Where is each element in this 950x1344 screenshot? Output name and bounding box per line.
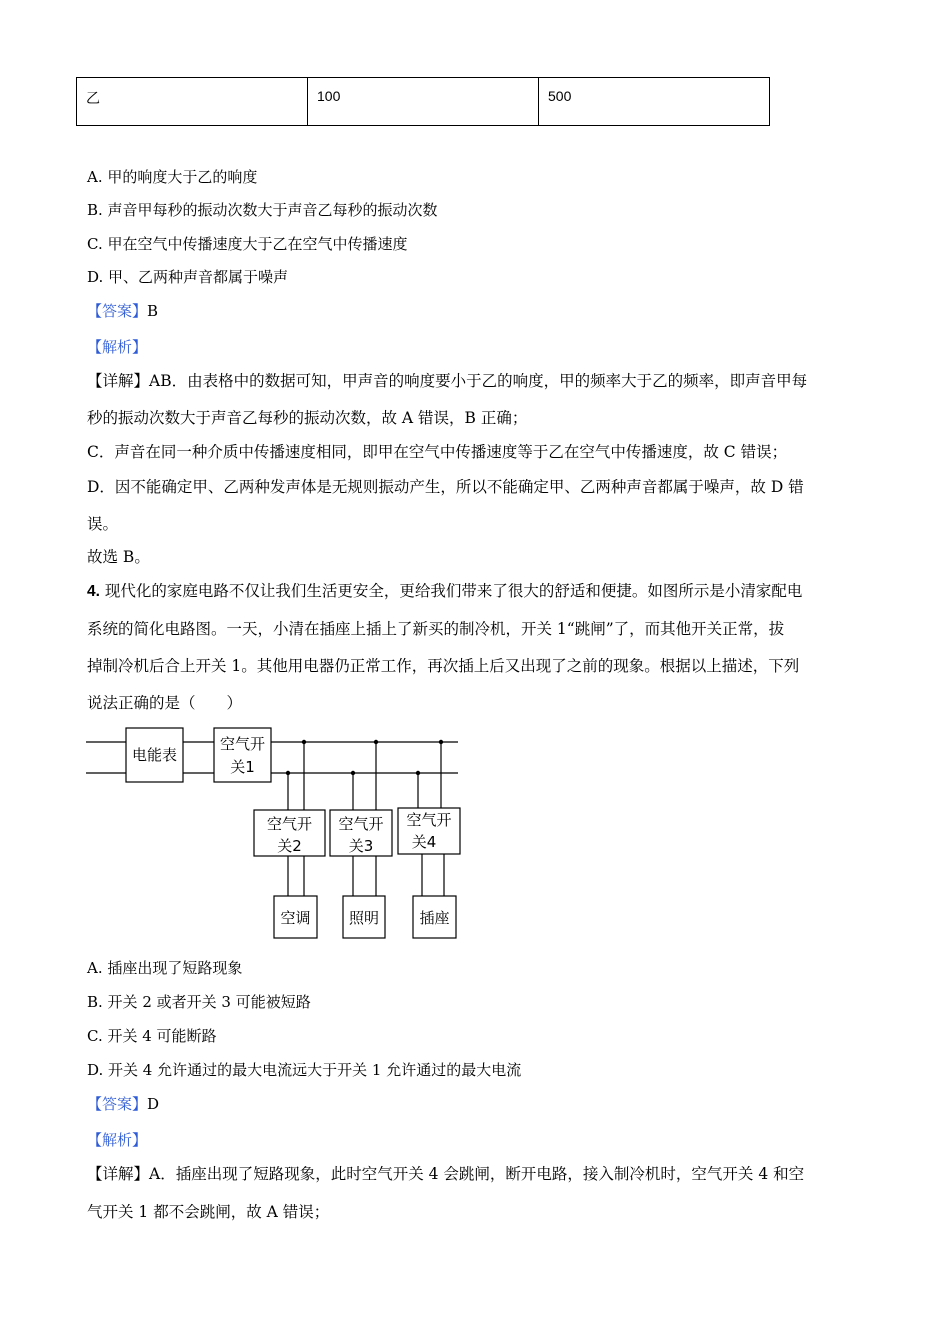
switch3-label: 空气开 [338,815,384,833]
junction-dot [351,771,355,775]
table-row [77,78,770,126]
junction-dot [439,740,443,744]
answer-value: B [147,302,159,320]
q4-stem-line: 系统的简化电路图。一天，小清在插座上插上了新买的制冷机，开关 1“跳闸”了，而其他开关正常，拔 [87,620,785,638]
q4-stem-line: 掉制冷机后合上开关 1。其他用电器仍正常工作，再次插上后又出现了之前的现象。根据以上描述，下列 [87,657,800,675]
q4-option-c: C. 开关 4 可能断路 [87,1027,217,1045]
q4-stem-text: 现代化的家庭电路不仅让我们生活更安全，更给我们带来了很大的舒适和便捷。如图所示是小清家配电 [104,582,803,600]
answer-label: 【答案】 [87,1095,148,1113]
q3-option-a: A. 甲的响度大于乙的响度 [87,168,258,186]
junction-dot [416,771,420,775]
q4-option-b: B. 开关 2 或者开关 3 可能被短路 [87,993,311,1011]
q3-analysis [87,336,147,357]
q3-detail-line: 误。 [87,515,119,533]
detail-text: A．插座出现了短路现象，此时空气开关 4 会跳闸，断开电路，接入制冷机时，空气开关 4 和空 [149,1165,805,1183]
q3-detail-line: D．因不能确定甲、乙两种发声体是无规则振动产生，所以不能确定甲、乙两种声音都属于噪声，故 D 错 [87,478,804,496]
q4-detail-line [87,1162,804,1184]
q4-stem-line: 说法正确的是（ ） [87,694,243,712]
q4-number: 4. [87,583,100,600]
load-ac-label: 空调 [280,909,311,927]
q3-detail-line: C．声音在同一种介质中传播速度相同，即甲在空气中传播速度等于乙在空气中传播速度，故 C 错误； [87,443,788,461]
junction-dot [286,771,290,775]
table-cell: 乙 [77,78,308,126]
switch2-label: 空气开 [266,815,313,833]
q4-detail-line: 气开关 1 都不会跳闸，故 A 错误； [87,1203,330,1221]
switch3-label: 关3 [348,837,374,855]
q3-option-d: D. 甲、乙两种声音都属于噪声 [87,268,289,286]
switch1-label: 关1 [230,758,255,776]
q4-stem-line [87,579,802,601]
q3-option-b: B. 声音甲每秒的振动次数大于声音乙每秒的振动次数 [87,201,438,219]
meter-label: 电能表 [131,746,178,764]
q3-detail-line [87,369,807,391]
switch1-label: 空气开 [219,735,266,753]
q3-option-c: C. 甲在空气中传播速度大于乙在空气中传播速度 [87,235,408,253]
table-cell: 500 [539,78,770,126]
q3-conclusion: 故选 B。 [87,548,150,566]
detail-label: 【详解】 [87,1165,150,1183]
q3-answer [87,300,158,321]
detail-text: AB．由表格中的数据可知，甲声音的响度要小于乙的响度，甲的频率大于乙的频率，即声音甲每 [149,372,808,390]
data-table [76,77,770,126]
switch4-label: 关4 [411,833,437,851]
q3-detail-line: 秒的振动次数大于声音乙每秒的振动次数，故 A 错误，B 正确； [87,409,528,427]
analysis-label: 【解析】 [87,338,148,356]
q4-answer [87,1093,159,1114]
q4-analysis [87,1129,147,1150]
load-light-label: 照明 [348,909,380,927]
load-socket-label: 插座 [419,909,450,927]
answer-label: 【答案】 [87,302,148,320]
junction-dot [374,740,378,744]
q4-option-a: A. 插座出现了短路现象 [87,959,243,977]
answer-value: D [147,1095,160,1113]
detail-label: 【详解】 [87,372,150,390]
analysis-label: 【解析】 [87,1131,148,1149]
q4-option-d: D. 开关 4 允许通过的最大电流远大于开关 1 允许通过的最大电流 [87,1061,522,1079]
switch4-label: 空气开 [406,811,452,829]
switch2-label: 关2 [277,837,302,855]
table-cell: 100 [308,78,539,126]
junction-dot [302,740,306,744]
circuit-diagram [86,725,466,943]
